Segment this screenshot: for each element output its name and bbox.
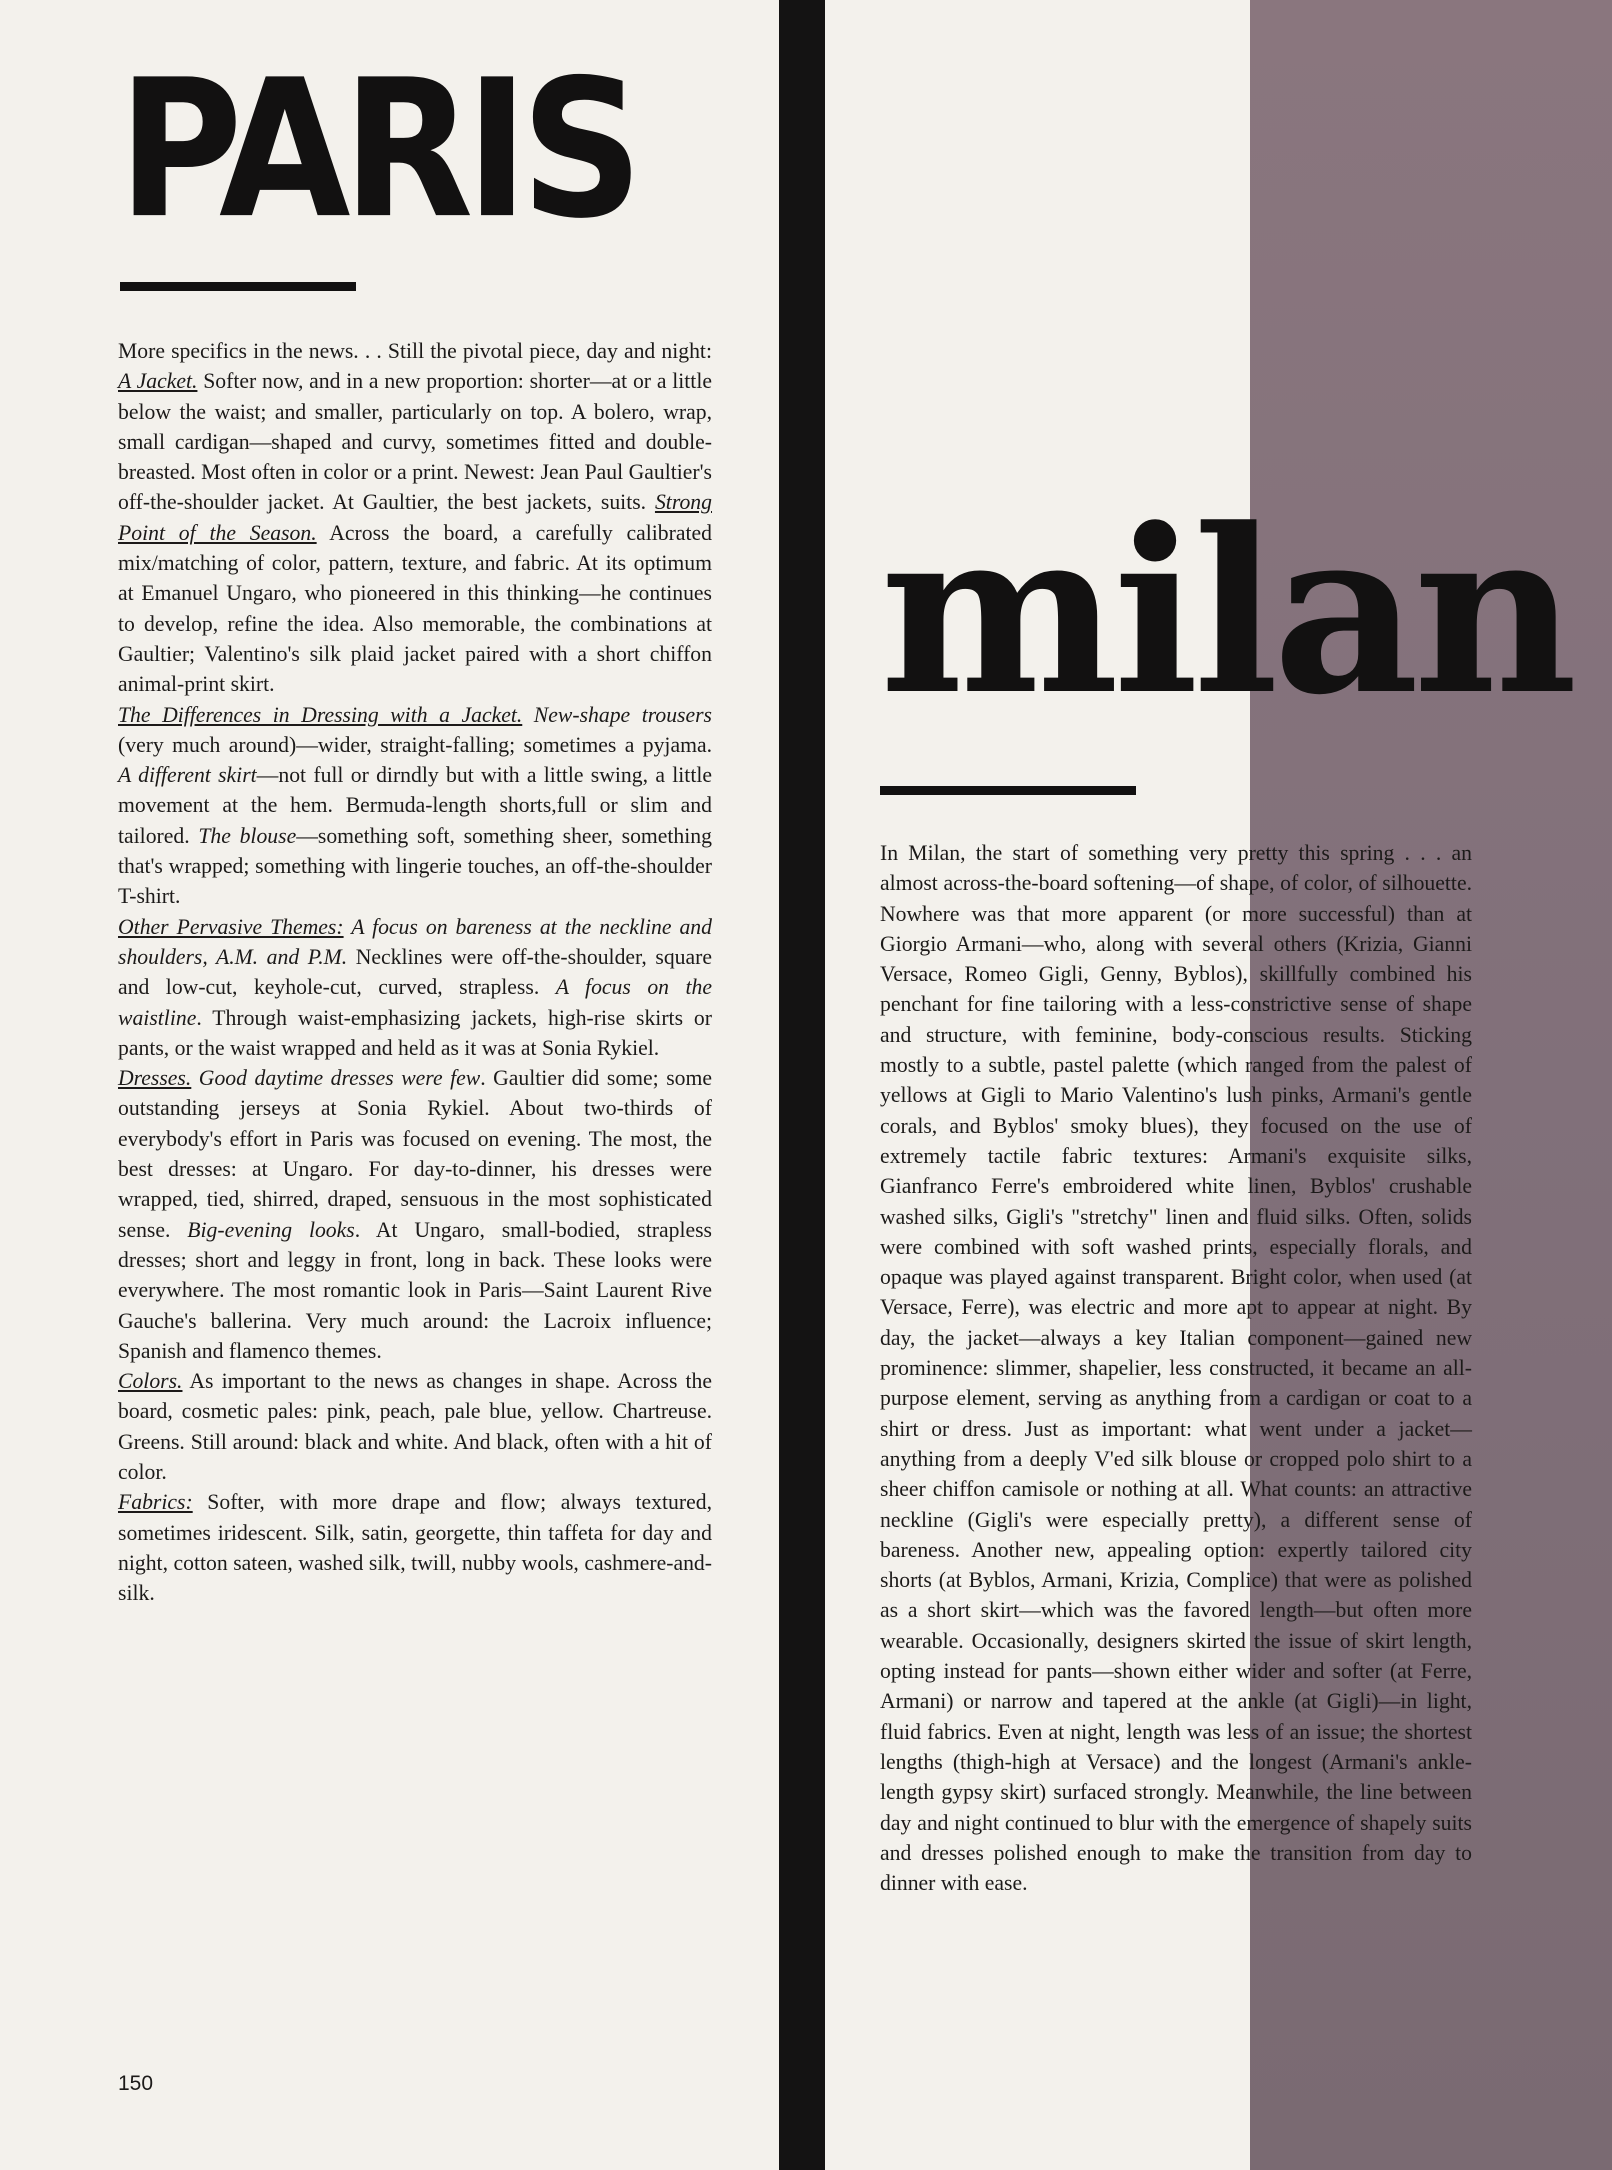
paris-heading: PARIS bbox=[118, 39, 636, 262]
subhead-run: Colors. bbox=[118, 1369, 183, 1394]
paris-paragraph bbox=[118, 1487, 712, 1608]
text-run: . Through waist-emphasizing jackets, high-rise skirts or pants, or the waist wrapped and held as it was at Sonia Rykiel. bbox=[118, 1005, 712, 1060]
milan-body-text bbox=[880, 838, 1472, 1898]
text-run: Softer, with more drape and flow; always textured, sometimes iridescent. Silk, satin, georgette, thin taffeta for day and night, cotton sateen, washed silk, twill, nubby wools, cashmere-and-silk. bbox=[118, 1490, 712, 1606]
text-run: In Milan, the start of something very pretty this spring . . . an almost across-the-board softening—of shape, of color, of silhouette. Nowhere was that more apparent (or more successful) than at Giorgio Armani—who, along with several others (Krizia, Gianni Versace, Romeo Gigli, Genny, Byblos), skillfully combined his penchant for fine tailoring with a less-constrictive sense of shape and structure, with feminine, body-conscious results. Sticking mostly to a subtle, pastel palette (which ranged from the palest of yellows at Gigli to Mario Valentino's lush pinks, Armani's gentle corals, and Byblos' smoky blues), they focused on the use of extremely tactile fabric textures: Armani's exquisite silks, Gianfranco Ferre's embroidered white linen, Byblos' crushable washed silks, Gigli's "stretchy" linen and fluid silks. Often, solids were combined with soft washed prints, especially florals, and opaque was played against transparent. Bright color, when used (at Versace, Ferre), was electric and more apt to appear at night. By day, the jacket—always a key Italian component—gained new prominence: slimmer, shapelier, less constructed, it became an all-purpose element, serving as anything from a cardigan or coat to a shirt or dress. Just as important: what went under a jacket—anything from a deeply V'ed silk blouse or cropped polo shirt to a sheer chiffon camisole or nothing at all. What counts: an attractive neckline (Gigli's were especially pretty), a different sense of bareness. Another new, appealing option: expertly tailored city shorts (at Byblos, Armani, Krizia, Complice) that were as polished as a short skirt—which was the favored length—but often more wearable. Occasionally, designers skirted the issue of skirt length, opting instead for pants—shown either wider and softer (at Ferre, Armani) or narrow and tapered at the ankle (at Gigli)—in light, fluid fabrics. Even at night, length was less of an issue; the shortest lengths (thigh-high at Versace) and the longest (Armani's ankle-length gypsy skirt) surfaced strongly. Meanwhile, the line between day and night continued to blur with the emergence of shapely suits and dresses polished enough to make the transition from day to dinner with ease. bbox=[880, 841, 1472, 1896]
subhead-run: The Differences in Dressing with a Jacket. bbox=[118, 702, 523, 727]
subhead-run: Fabrics: bbox=[118, 1490, 193, 1515]
subhead-run: Dresses. bbox=[118, 1066, 192, 1091]
page-number: 150 bbox=[118, 2072, 154, 2095]
text-run: (very much around)—wider, straight-falling; sometimes a pyjama. bbox=[118, 732, 712, 757]
paris-paragraph bbox=[118, 1366, 712, 1487]
center-black-bar bbox=[779, 0, 825, 2170]
text-run: Big-evening looks bbox=[187, 1217, 355, 1242]
paris-body-text bbox=[118, 336, 712, 1608]
subhead-run: Strong Point of the Season. bbox=[118, 490, 712, 545]
text-run: A different skirt bbox=[118, 763, 257, 788]
text-run: Softer now, and in a new proportion: shorter—at or a little below the waist; and smaller, particularly on top. A bolero, wrap, small cardigan—shaped and curvy, sometimes fitted and double-breasted. Most often in color or a print. Newest: Jean Paul Gaultier's off-the-shoulder jacket. At Gaultier, the best jackets, suits. bbox=[118, 369, 712, 515]
text-run: Across the board, a carefully calibrated mix/matching of color, pattern, texture, and fabric. At its optimum at Emanuel Ungaro, who pioneered in this thinking—he continues to develop, refine the idea. Also memorable, the combinations at Gaultier; Valentino's silk plaid jacket paired with a short chiffon animal-print skirt. bbox=[118, 520, 712, 697]
paris-paragraph bbox=[118, 1063, 712, 1366]
text-run: The blouse bbox=[198, 823, 297, 848]
paris-paragraph bbox=[118, 912, 712, 1063]
milan-rule bbox=[880, 786, 1136, 795]
text-run: More specifics in the news. . . Still the pivotal piece, day and night: bbox=[118, 339, 712, 363]
text-run: —not full or dirndly but with a little swing, a little movement at the hem. Bermuda-length shorts,full or slim and tailored. bbox=[118, 763, 712, 848]
paris-rule bbox=[120, 282, 356, 291]
paris-paragraph bbox=[118, 700, 712, 912]
text-run: Necklines were off-the-shoulder, square and low-cut, keyhole-cut, curved, strapless. bbox=[118, 944, 712, 1000]
text-run: A focus on the waistline bbox=[118, 975, 712, 1030]
text-run: Good daytime dresses were few bbox=[191, 1066, 481, 1091]
subhead-run: A Jacket. bbox=[118, 369, 198, 394]
text-run: —something soft, something sheer, something that's wrapped; something with lingerie touches, an off-the-shoulder T-shirt. bbox=[118, 823, 712, 909]
text-run: As important to the news as changes in shape. Across the board, cosmetic pales: pink, peach, pale blue, yellow. Chartreuse. Greens. Still around: black and white. And black, often with a hit of color. bbox=[118, 1369, 712, 1484]
milan-heading: milan bbox=[880, 480, 1572, 745]
milan-paragraph bbox=[880, 838, 1472, 1898]
text-run: . Gaultier did some; some outstanding jerseys at Sonia Rykiel. About two-thirds of everybody's effort in Paris was focused on evening. The most, the best dresses: at Ungaro. For day-to-dinner, his dresses were wrapped, tied, shirred, draped, sensuous in the most sophisticated sense. bbox=[118, 1066, 712, 1242]
paris-paragraph bbox=[118, 336, 712, 700]
text-run: A focus on bareness at the neckline and shoulders, A.M. and P.M. bbox=[118, 914, 712, 969]
text-run: New-shape trousers bbox=[522, 702, 712, 727]
subhead-run: Other Pervasive Themes: bbox=[118, 914, 344, 939]
text-run: . At Ungaro, small-bodied, strapless dresses; short and leggy in front, long in back. These looks were everywhere. The most romantic look in Paris—Saint Laurent Rive Gauche's ballerina. Very much around: the Lacroix influence; Spanish and flamenco themes. bbox=[118, 1217, 712, 1363]
